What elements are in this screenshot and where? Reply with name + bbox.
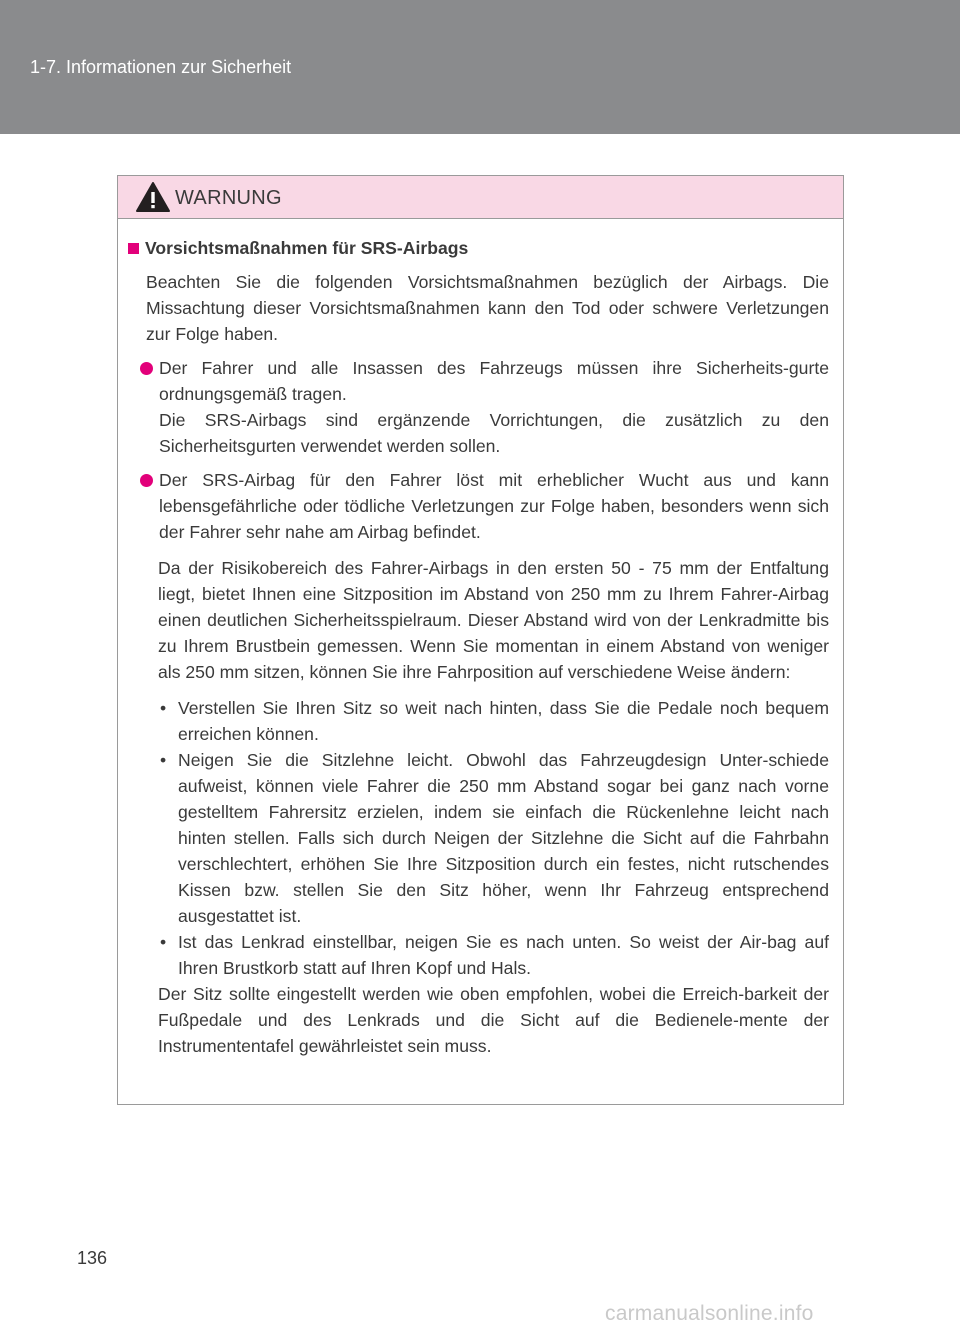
sub-list	[128, 695, 829, 981]
sub-list-item	[158, 747, 829, 929]
bullet-text-continued: Die SRS-Airbags sind ergänzende Vorrichtungen, die zusätzlich zu den Sicherheitsgurten verwendet werden sollen.	[159, 410, 829, 456]
warning-triangle-icon	[135, 181, 171, 213]
bullet-text: Der SRS-Airbag für den Fahrer löst mit erheblicher Wucht aus und kann lebensgefährliche oder tödliche Verletzungen zur Folge haben, besonders wenn sich der Fahrer sehr nahe am Airbag befindet.	[159, 470, 829, 542]
closing-paragraph: Der Sitz sollte eingestellt werden wie oben empfohlen, wobei die Erreich-barkeit der Fußpedale und des Lenkrads und die Sicht auf die Bedienele-mente der Instrumententafel gewährleistet sein muss.	[158, 984, 829, 1056]
warning-heading	[128, 235, 829, 261]
detail-paragraph: Da der Risikobereich des Fahrer-Airbags in den ersten 50 - 75 mm der Entfaltung liegt, bietet Ihnen eine Sitzposition im Abstand von 250 mm zu Ihrem Fahrer-Airbag einen deutlichen Sicherheitsspielraum. Dieser Abstand wird von der Lenkradmitte bis zu Ihrem Brustbein gemessen. Wenn Sie momentan in einem Abstand von weniger als 250 mm sitzen, können Sie ihre Fahrposition auf verschiedene Weise ändern:	[158, 558, 829, 682]
section-title: 1-7. Informationen zur Sicherheit	[30, 57, 292, 77]
list-item	[128, 467, 829, 545]
sub-list-item	[158, 695, 829, 747]
sub-list-text: Verstellen Sie Ihren Sitz so weit nach hinten, dass Sie die Pedale noch bequem erreichen können.	[178, 698, 829, 744]
watermark: carmanualsonline.info	[605, 1302, 814, 1325]
circle-bullet-icon	[140, 474, 153, 487]
list-item	[128, 355, 829, 459]
page-header-band	[0, 0, 960, 134]
sub-bullet-marker: •	[160, 932, 167, 952]
page-number: 136	[77, 1248, 108, 1268]
warning-box	[117, 175, 844, 1105]
warning-heading-text: Vorsichtsmaßnahmen für SRS-Airbags	[145, 238, 469, 258]
circle-bullet-icon	[140, 362, 153, 375]
sub-bullet-marker: •	[160, 698, 167, 718]
sub-list-text: Neigen Sie die Sitzlehne leicht. Obwohl das Fahrzeugdesign Unter-schiede aufweist, können viele Fahrer die 250 mm Abstand sogar bei ganz nach vorne gestelltem Fahrersitz erzielen, indem sie einfach die Rückenlehne leicht nach hinten stellen. Falls sich durch Neigen der Sitzlehne die Sicht auf die Fahrbahn verschlechtert, erhöhen Sie Ihre Sitzposition durch ein festes, nicht rutschendes Kissen bzw. stellen Sie den Sitz höher, wenn Ihr Fahrzeug entsprechend ausgestattet ist.	[178, 750, 829, 926]
intro-paragraph: Beachten Sie die folgenden Vorsichtsmaßnahmen bezüglich der Airbags. Die Missachtung dieser Vorsichtsmaßnahmen kann den Tod oder schwere Verletzungen zur Folge haben.	[146, 272, 829, 344]
warning-title: WARNUNG	[175, 187, 282, 209]
bullet-text: Der Fahrer und alle Insassen des Fahrzeugs müssen ihre Sicherheits-gurte ordnungsgemäß tragen.	[159, 358, 829, 404]
warning-body	[118, 219, 843, 1059]
sub-list-text: Ist das Lenkrad einstellbar, neigen Sie es nach unten. So weist der Air-bag auf Ihren Brustkorb statt auf Ihren Kopf und Hals.	[178, 932, 829, 978]
warning-header	[118, 176, 843, 219]
sub-bullet-marker: •	[160, 750, 167, 770]
sub-list-item	[158, 929, 829, 981]
square-bullet-icon	[128, 243, 139, 254]
